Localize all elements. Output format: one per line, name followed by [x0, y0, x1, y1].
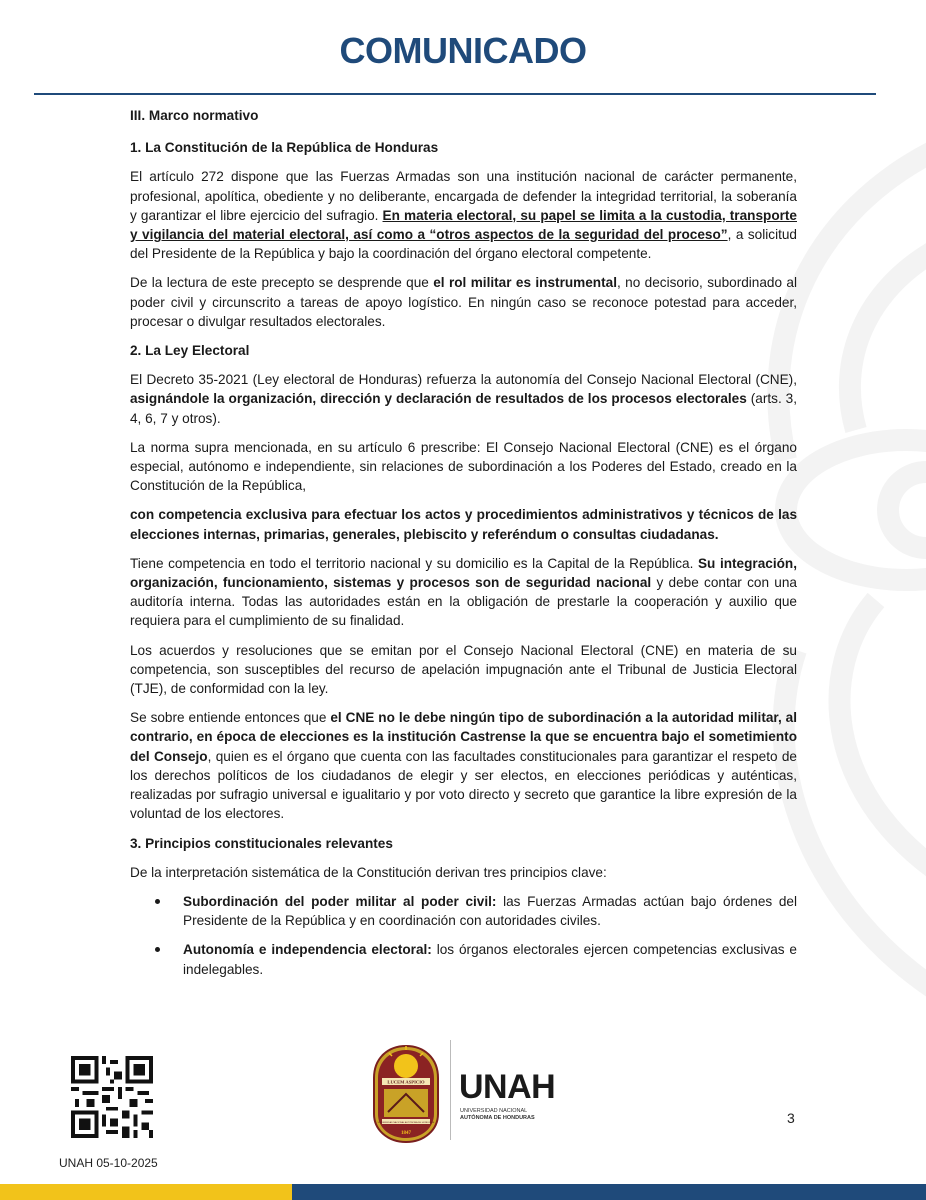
- list-item: Subordinación del poder militar al poder civil: las Fuerzas Armadas actúan bajo órdenes del Presidente de la República y en coordinación con autoridades civiles.: [130, 892, 797, 930]
- principles-list: [130, 892, 797, 979]
- document-body: [130, 106, 797, 989]
- section-heading: III. Marco normativo: [130, 108, 259, 123]
- seal-motto: LUCEM ASPICIO: [387, 1079, 425, 1085]
- paragraph: Los acuerdos y resoluciones que se emitan por el Consejo Nacional Electoral (CNE) en materia de su competencia, son susceptibles del recurso de apelación impugnación ante el Tribunal de Justicia Electoral (TJE), de conformidad con la ley.: [130, 642, 797, 697]
- paragraph: Tiene competencia en todo el territorio nacional y su domicilio es la Capital de la República. Su integración, organización, funcionamiento, sistemas y procesos son de seguridad nacional y debe contar con una auditoría interna. Todas las autoridades están en la obligación de prestarle la cooperación y auxilio que requiera para el cumplimiento de su finalidad.: [130, 555, 797, 629]
- qr-code-icon[interactable]: [71, 1056, 153, 1138]
- subsection-heading-constitution: 1. La Constitución de la República de Honduras: [130, 140, 439, 156]
- footer-bar-blue: [292, 1184, 926, 1200]
- unah-logo-text: UNAH: [459, 1068, 556, 1106]
- subsection-heading-electoral-law: 2. La Ley Electoral: [130, 343, 250, 359]
- document-title: COMUNICADO: [339, 30, 587, 71]
- emphasis-underlined: En materia electoral, su papel se limita a la custodia, transporte y vigilancia del material electoral, así como a “otros aspectos de la seguridad del proceso”: [130, 207, 797, 243]
- footer-date: UNAH 05-10-2025: [59, 1156, 158, 1170]
- seal-name: UNIVERSIDAD NACIONAL AUTÓNOMA DE HONDURAS: [377, 1121, 435, 1124]
- paragraph-bold: con competencia exclusiva para efectuar los actos y procedimientos administrativos y técnicos de las elecciones internas, primarias, generales, plebiscito y referéndum o consultas ciudadanas.: [130, 507, 797, 542]
- university-seal-icon: [372, 1044, 440, 1144]
- subsection-heading-principles: 3. Principios constitucionales relevantes: [130, 835, 393, 851]
- header-divider: [34, 93, 876, 95]
- paragraph: El Decreto 35-2021 (Ley electoral de Honduras) refuerza la autonomía del Consejo Nacional Electoral (CNE), asignándole la organización, dirección y declaración de resultados de los procesos electorales (arts. 3, 4, 6, 7 y otros).: [130, 372, 798, 426]
- seal-year: 1847: [401, 1131, 411, 1136]
- paragraph: Se sobre entiende entonces que el CNE no le debe ningún tipo de subordinación a la autoridad militar, al contrario, en época de elecciones es la institución Castrense la que se encuentra bajo el sometimiento del Consejo, quien es el órgano que cuenta con las facultades constitucionales para garantizar el respeto de los derechos políticos de los ciudadanos de elegir y ser electos, en elecciones periódicas y auténticas, realizadas por sufragio universal e igualitario y por voto directo y secreto que garantice la libre expresión de la voluntad de los electores.: [130, 710, 798, 822]
- logo-divider: [450, 1040, 451, 1140]
- paragraph: De la interpretación sistemática de la Constitución derivan tres principios clave:: [130, 864, 607, 880]
- list-item: Autonomía e independencia electoral: los órganos electorales ejercen competencias exclusivas e indelegables.: [130, 940, 797, 978]
- paragraph: El artículo 272 dispone que las Fuerzas Armadas son una institución nacional de carácter permanente, profesional, apolítica, obediente y no deliberante, encargada de defender la integridad territorial, la soberanía y garantizar el libre ejercicio del sufragio. En materia electoral, su papel se limita a la custodia, transporte y vigilancia del material electoral, así como a “otros aspectos de la seguridad del proceso”, a solicitud del Presidente de la República y bajo la coordinación del órgano electoral competente.: [130, 169, 797, 262]
- paragraph: De la lectura de este precepto se desprende que el rol militar es instrumental, no decisorio, subordinado al poder civil y circunscrito a tareas de apoyo logístico. En ningún caso se reconoce potestad para acceder, procesar o divulgar resultados electorales.: [130, 275, 798, 329]
- paragraph: La norma supra mencionada, en su artículo 6 prescribe: El Consejo Nacional Electoral (CNE) es el órgano especial, autónomo e independiente, sin relaciones de subordinación a los Poderes del Estado, creado en la Constitución de la República,: [130, 439, 797, 494]
- footer-bar-gold: [0, 1184, 292, 1200]
- page-number: 3: [787, 1110, 795, 1126]
- unah-logo-subtitle: UNIVERSIDAD NACIONAL AUTÓNOMA DE HONDURAS: [460, 1108, 535, 1121]
